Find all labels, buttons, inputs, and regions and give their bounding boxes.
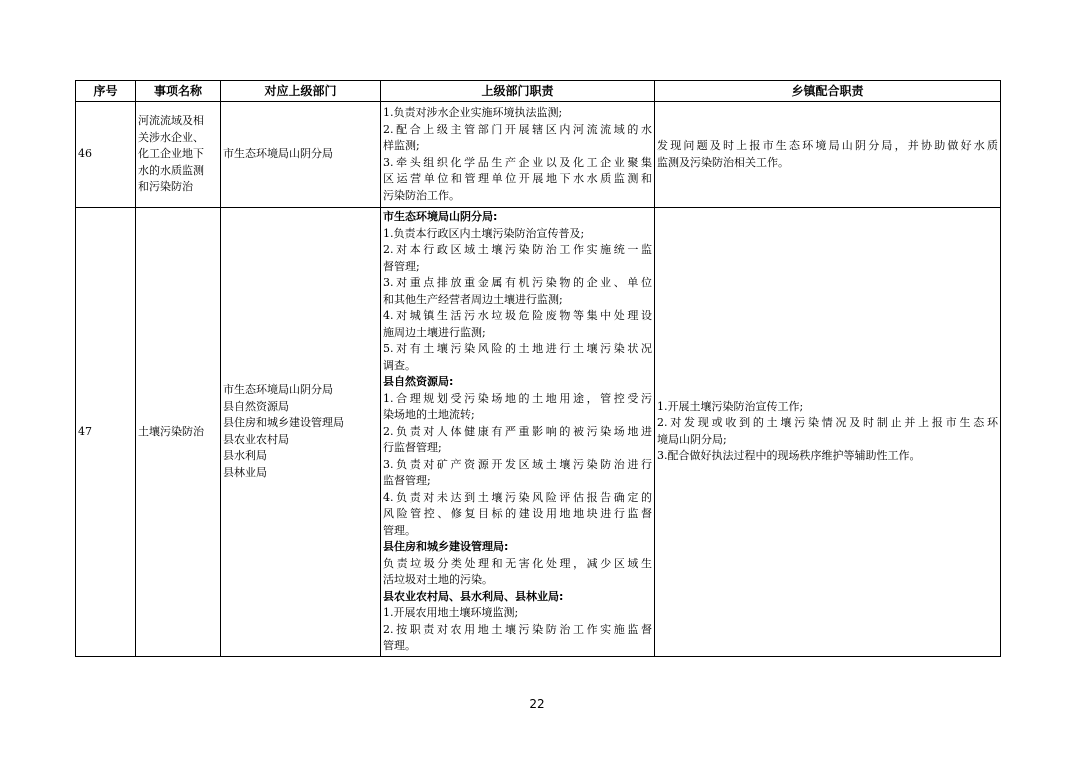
responsibility-table (75, 80, 1001, 657)
dept-line: 市生态环境局山阴分局 (223, 383, 333, 397)
duty-line: 风险管控、修复目标的建设用地地块进行监督 (383, 507, 652, 520)
header-duty-upper: 上级部门职责 (381, 81, 655, 102)
town-line: 3.配合做好执法过程中的现场秩序维护等辅助性工作。 (657, 449, 921, 463)
row46-item-line: 和污染防治 (138, 180, 193, 194)
row46-item-line: 关涉水企业、 (138, 130, 204, 144)
town-line: 发现问题及时上报市生态环境局山阴分局，并协助做好水质 (657, 139, 998, 152)
row47-duty-town (655, 208, 1001, 657)
duty-line: 管理。 (383, 639, 416, 652)
dept-line: 县林业局 (223, 465, 267, 479)
row47-item: 土壤污染防治 (136, 208, 221, 657)
duty-line: 3.对重点排放重金属有机污染物的企业、单位 (383, 276, 652, 289)
duty-line: 活垃圾对土地的污染。 (383, 573, 493, 586)
duty-line: 2.对本行政区域土壤污染防治工作实施统一监 (383, 243, 652, 256)
duty-line: 调查。 (383, 358, 416, 372)
header-item: 事项名称 (136, 81, 221, 102)
duty-line: 污染防治工作。 (383, 188, 460, 202)
duty-line: 5.对有土壤污染风险的土地进行土壤污染状况 (383, 342, 652, 355)
duty-line: 2.按职责对农用地土壤污染防治工作实施监督 (383, 622, 652, 636)
town-line: 2.对发现或收到的土壤污染情况及时制止并上报市生态环 (657, 416, 998, 430)
agri-water-forest-heading: 县农业农村局、县水利局、县林业局: (383, 589, 564, 603)
row46-item-line: 水的水质监测 (138, 163, 204, 177)
duty-line: 4.负责对未达到土壤污染风险评估报告确定的 (383, 490, 652, 504)
env-bureau-heading: 市生态环境局山阴分局: (383, 210, 498, 223)
duty-line: 1.负责本行政区内土壤污染防治宣传普及; (383, 226, 585, 240)
table-row-47 (76, 208, 1001, 657)
duty-line: 1.合理规划受污染场地的土地用途，管控受污 (383, 391, 652, 405)
duty-line: 2.负责对人体健康有严重影响的被污染场地进 (383, 424, 652, 438)
row47-department (221, 208, 381, 657)
duty-line: 2.配合上级主管部门开展辖区内河流流域的水 (383, 122, 652, 136)
header-row (76, 81, 1001, 102)
page-number: 22 (529, 697, 545, 711)
town-line: 境局山阴分局; (657, 432, 727, 446)
row46-item (136, 102, 221, 208)
housing-bureau-heading: 县住房和城乡建设管理局: (383, 540, 509, 553)
dept-line: 县住房和城乡建设管理局 (223, 416, 344, 430)
duty-line: 4.对城镇生活污水垃圾危险废物等集中处理设 (383, 309, 652, 322)
duty-line: 管理。 (383, 523, 416, 537)
row46-item-line: 河流流域及相 (138, 114, 204, 128)
duty-line: 施周边土壤进行监测; (383, 325, 486, 339)
row47-index: 47 (76, 208, 136, 657)
row46-duty-upper (381, 102, 655, 208)
duty-line: 样监测; (383, 139, 420, 152)
header-duty-town: 乡镇配合职责 (655, 81, 1001, 102)
duty-line: 3.牵头组织化学品生产企业以及化工企业聚集 (383, 155, 652, 169)
nat-resources-heading: 县自然资源局: (383, 375, 454, 388)
duty-line: 督管理; (383, 259, 420, 273)
row47-duty-upper (381, 208, 655, 657)
town-line: 1.开展土壤污染防治宣传工作; (657, 399, 804, 413)
duty-line: 3.负责对矿产资源开发区域土壤污染防治进行 (383, 457, 652, 471)
duty-line: 和其他生产经营者周边土壤进行监测; (383, 292, 563, 306)
town-line: 监测及污染防治相关工作。 (657, 155, 789, 169)
duty-line: 行监督管理; (383, 441, 442, 454)
row46-index: 46 (76, 102, 136, 208)
dept-line: 县农业农村局 (223, 432, 289, 446)
table-row-46 (76, 102, 1001, 208)
header-index: 序号 (76, 81, 136, 102)
dept-line: 县水利局 (223, 449, 267, 463)
row46-item-line: 化工企业地下 (138, 147, 204, 161)
duty-line: 1.开展农用地土壤环境监测; (383, 606, 519, 619)
duty-line: 监督管理; (383, 474, 431, 487)
duty-line: 区运营单位和管理单位开展地下水水质监测和 (383, 172, 652, 185)
row46-department: 市生态环境局山阴分局 (221, 102, 381, 208)
duty-line: 1.负责对涉水企业实施环境执法监测; (383, 106, 563, 119)
dept-line: 县自然资源局 (223, 399, 289, 413)
duty-line: 负责垃圾分类处理和无害化处理，减少区域生 (383, 556, 652, 570)
duty-line: 染场地的土地流转; (383, 408, 475, 421)
row46-duty-town (655, 102, 1001, 208)
header-department: 对应上级部门 (221, 81, 381, 102)
